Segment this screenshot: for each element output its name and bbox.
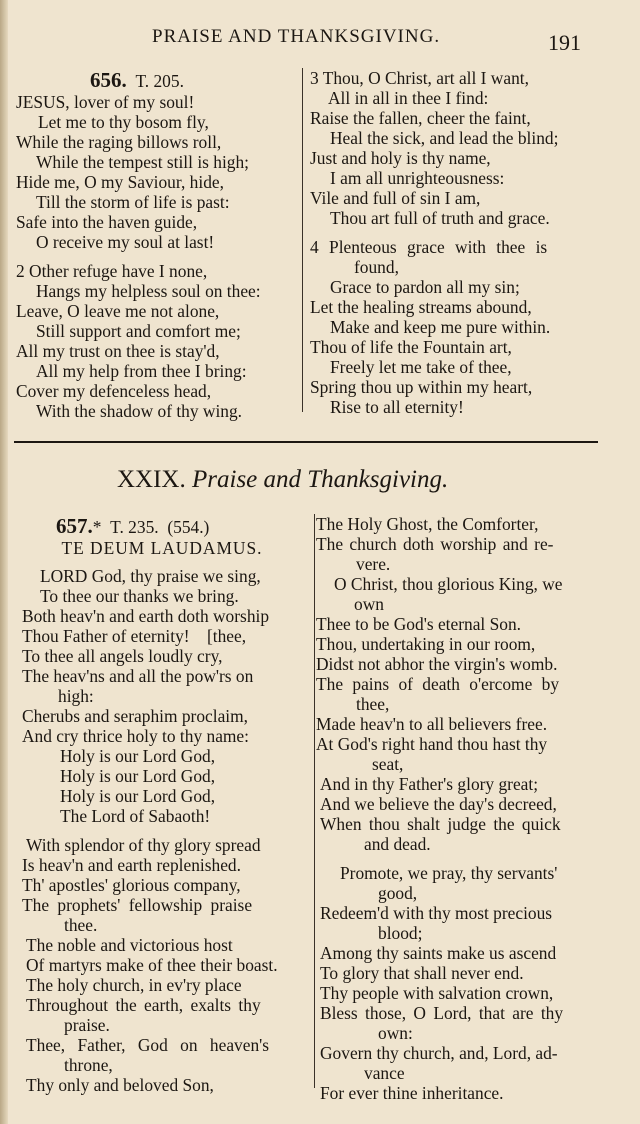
verse-line: Didst not abhor the virgin's womb. [316, 654, 558, 674]
verse-line: found, [354, 257, 399, 277]
verse-line: All my help from thee I bring: [36, 361, 247, 381]
section-divider-rule [14, 441, 598, 443]
hymn-subtitle: TE DEUM LAUDAMUS. [61, 538, 263, 558]
verse-line: Cherubs and seraphim proclaim, [22, 706, 249, 726]
verse-line: seat, [372, 754, 404, 774]
verse-line: Just and holy is thy name, [310, 148, 491, 168]
hymn-657-right-column [316, 514, 563, 1103]
verse-line: Heal the sick, and lead the blind; [330, 128, 559, 148]
verse-line: 3 Thou, O Christ, art all I want, [310, 68, 529, 88]
verse-line: Leave, O leave me not alone, [16, 301, 220, 321]
verse-line: Grace to pardon all my sin; [330, 277, 520, 297]
verse-line: blood; [378, 923, 423, 943]
verse-line: vere. [356, 554, 391, 574]
verse-line: While the tempest still is high; [36, 152, 250, 172]
page-spine [0, 0, 8, 1124]
verse-line: To thee all angels loudly cry, [22, 646, 223, 666]
verse-line: Among thy saints make us ascend [320, 943, 557, 963]
verse-line: JESUS, lover of my soul! [16, 92, 195, 112]
verse-line: The Holy Ghost, the Comforter, [316, 514, 539, 534]
tune-number: T. 235. [110, 517, 159, 537]
hymn-656-right-column [310, 68, 558, 417]
verse-line: When thou shalt judge the quick [320, 814, 561, 834]
verse-line: Redeem'd with thy most precious [320, 903, 553, 923]
verse-line: Th' apostles' glorious company, [22, 875, 241, 895]
column-divider [302, 68, 303, 412]
verse-line: Hide me, O my Saviour, hide, [16, 172, 224, 192]
verse-line: high: [58, 686, 94, 706]
verse-line: Thee, Father, God on heaven's [26, 1035, 270, 1055]
verse-line: Made heav'n to all believers free. [316, 714, 548, 734]
cross-reference: (554.) [167, 517, 210, 537]
verse-line: 2 Other refuge have I none, [16, 261, 208, 281]
verse-line: Cover my defenceless head, [16, 381, 212, 401]
section-numeral: XXIX. [117, 466, 186, 493]
verse-line: The church doth worship and re- [316, 534, 554, 554]
verse-line: Raise the fallen, cheer the faint, [310, 108, 531, 128]
verse-line: The Lord of Sabaoth! [60, 806, 211, 826]
verse-line: At God's right hand thou hast thy [316, 734, 548, 754]
verse-line: The pains of death o'ercome by [316, 674, 560, 694]
verse-line: throne, [64, 1055, 113, 1075]
verse-line: O Christ, thou glorious King, we [334, 574, 563, 594]
verse-line: All my trust on thee is stay'd, [16, 341, 220, 361]
verse-line: Holy is our Lord God, [60, 746, 216, 766]
verse-line: Let the healing streams abound, [310, 297, 532, 317]
hymn-number: 656. [90, 68, 127, 92]
verse-line: Vile and full of sin I am, [310, 188, 481, 208]
verse-line: good, [378, 883, 418, 903]
verse-line: With splendor of thy glory spread [26, 835, 261, 855]
section-heading [117, 466, 448, 494]
verse-line: Spring thou up within my heart, [310, 377, 533, 397]
verse-line: To glory that shall never end. [320, 963, 524, 983]
verse-line: Let me to thy bosom fly, [38, 112, 209, 132]
verse-line: O receive my soul at last! [36, 232, 215, 252]
verse-line: Till the storm of life is past: [36, 192, 230, 212]
verse-line: With the shadow of thy wing. [36, 401, 243, 421]
verse-line: All in all in thee I find: [328, 88, 489, 108]
verse-line: For ever thine inheritance. [320, 1083, 504, 1103]
verse-line: thee, [356, 694, 390, 714]
verse-line: And we believe the day's decreed, [320, 794, 557, 814]
verse-line: And in thy Father's glory great; [320, 774, 539, 794]
verse-line: I am all unrighteousness: [330, 168, 505, 188]
verse-line: The prophets' fellowship praise [22, 895, 253, 915]
page-number: 191 [548, 30, 581, 55]
verse-line: vance [364, 1063, 405, 1083]
verse-line: Govern thy church, and, Lord, ad- [320, 1043, 558, 1063]
column-divider [314, 514, 315, 1088]
verse-line: LORD God, thy praise we sing, [40, 566, 261, 586]
verse-line: While the raging billows roll, [16, 132, 222, 152]
verse-line: and dead. [364, 834, 431, 854]
verse-line: Thy only and beloved Son, [26, 1075, 214, 1095]
verse-line: Rise to all eternity! [330, 397, 464, 417]
verse-line: Thou of life the Fountain art, [310, 337, 512, 357]
verse-line: Is heav'n and earth replenished. [22, 855, 241, 875]
verse-line: The noble and victorious host [26, 935, 233, 955]
verse-line: To thee our thanks we bring. [40, 586, 239, 606]
verse-line: praise. [64, 1015, 110, 1035]
verse-line: thee. [64, 915, 98, 935]
verse-line: Thou, undertaking in our room, [316, 634, 536, 654]
verse-line: Throughout the earth, exalts thy [26, 995, 261, 1015]
hymn-star: * [92, 517, 102, 537]
hymn-656-heading [16, 68, 261, 92]
hymn-657-heading [22, 514, 302, 538]
verse-line: Thy people with salvation crown, [320, 983, 554, 1003]
hymn-656-left-column [16, 68, 261, 421]
section-title: Praise and Thanksgiving. [192, 466, 449, 493]
verse-line: Freely let me take of thee, [330, 357, 512, 377]
verse-line: Of martyrs make of thee their boast. [26, 955, 278, 975]
verse-line: Holy is our Lord God, [60, 766, 216, 786]
verse-line: Make and keep me pure within. [330, 317, 551, 337]
verse-line: Promote, we pray, thy servants' [340, 863, 558, 883]
verse-line: Safe into the haven guide, [16, 212, 198, 232]
verse-line: Thee to be God's eternal Son. [316, 614, 522, 634]
hymn-657-left-column [22, 514, 302, 1095]
verse-line: Both heav'n and earth doth worship [22, 606, 270, 626]
tune-number: T. 205. [135, 71, 184, 91]
verse-line: Thou art full of truth and grace. [330, 208, 550, 228]
verse-line: Holy is our Lord God, [60, 786, 216, 806]
verse-line: own [354, 594, 384, 614]
verse-line: Hangs my helpless soul on thee: [36, 281, 261, 301]
verse-line: Thou Father of eternity! [thee, [22, 626, 247, 646]
running-header: PRAISE AND THANKSGIVING. [152, 26, 441, 47]
verse-line: Bless those, O Lord, that are thy [320, 1003, 564, 1023]
verse-line: The holy church, in ev'ry place [26, 975, 242, 995]
verse-line: 4 Plenteous grace with thee is [310, 237, 548, 257]
verse-line: Still support and comfort me; [36, 321, 241, 341]
verse-line: own: [378, 1023, 413, 1043]
hymn-number: 657. [56, 514, 93, 538]
verse-line: The heav'ns and all the pow'rs on [22, 666, 254, 686]
verse-line: And cry thrice holy to thy name: [22, 726, 249, 746]
